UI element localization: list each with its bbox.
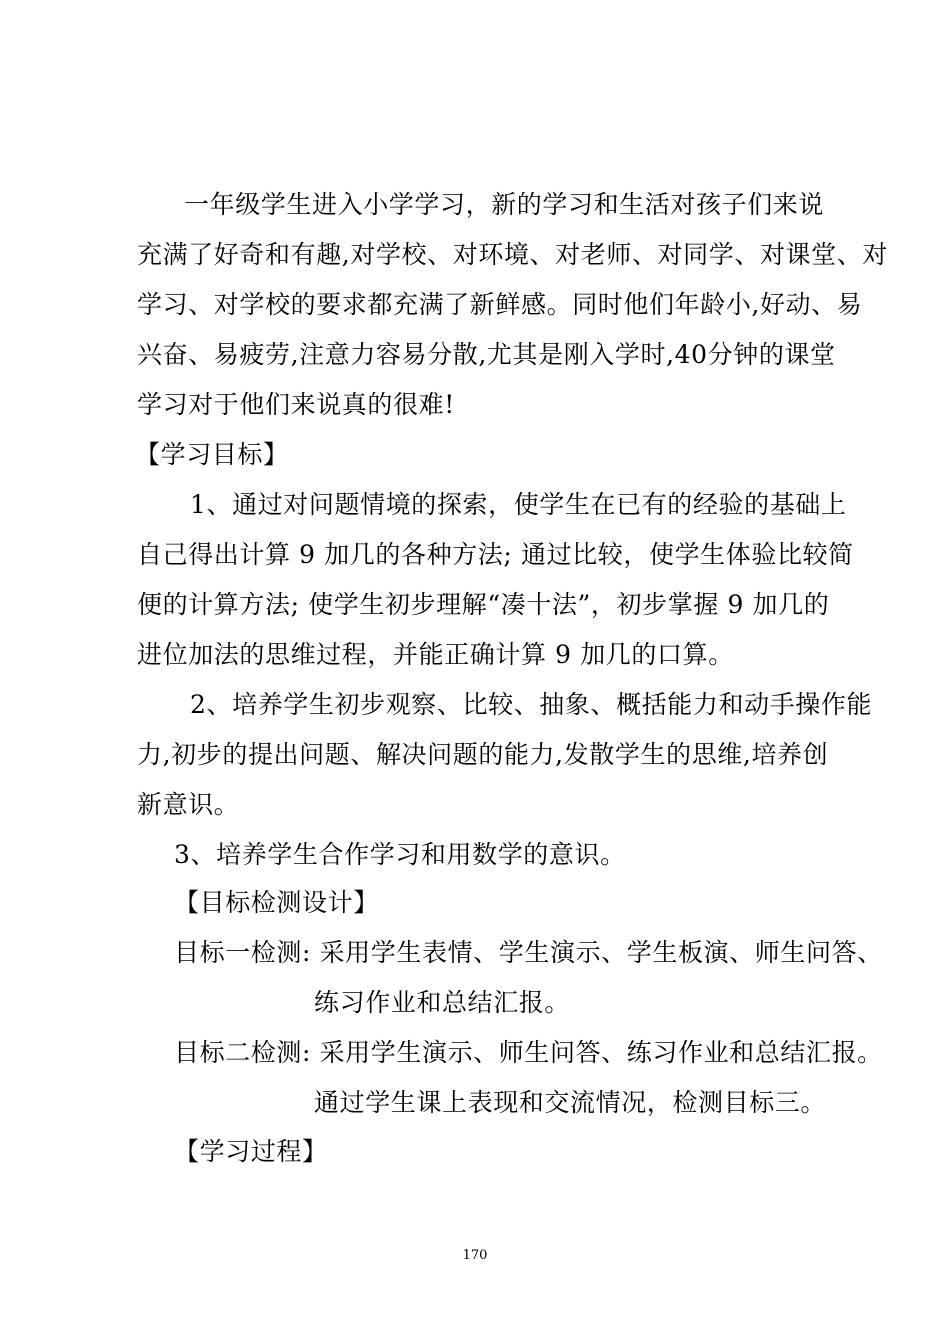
detection-line-4: 通过学生课上表现和交流情况，检测目标三。 [314, 1088, 827, 1117]
intro-line-1: 一年级学生进入小学学习，新的学习和生活对孩子们来说 [184, 190, 825, 219]
goal2-line-1: 2、培养学生初步观察、比较、抽象、概括能力和动手操作能 [190, 690, 873, 719]
detection-line-3: 目标二检测: 采用学生演示、师生问答、练习作业和总结汇报。 [174, 1038, 883, 1067]
goal2-line-2: 力,初步的提出问题、解决问题的能力,发散学生的思维,培养创 [137, 740, 829, 769]
heading-detection-design: 【目标检测设计】 [174, 888, 379, 917]
goal2-line-3: 新意识。 [137, 790, 240, 819]
intro-line-2: 充满了好奇和有趣,对学校、对环境、对老师、对同学、对课堂、对 [137, 240, 888, 269]
goal3-line: 3、培养学生合作学习和用数学的意识。 [174, 840, 626, 869]
intro-line-4: 兴奋、易疲劳,注意力容易分散,尤其是刚入学时,40分钟的课堂 [137, 340, 836, 369]
goal1-line-4: 进位加法的思维过程，并能正确计算 9 加几的口算。 [137, 640, 734, 669]
intro-line-3: 学习、对学校的要求都充满了新鲜感。同时他们年龄小,好动、易 [137, 290, 863, 319]
detection-line-2: 练习作业和总结汇报。 [314, 988, 571, 1017]
intro-line-5: 学习对于他们来说真的很难! [137, 390, 455, 419]
goal1-line-1: 1、通过对问题情境的探索，使学生在已有的经验的基础上 [190, 490, 847, 519]
goal1-line-3: 便的计算方法; 使学生初步理解“凑十法”，初步掌握 9 加几的 [137, 590, 830, 619]
heading-learning-process: 【学习过程】 [174, 1137, 328, 1166]
page-number: 170 [462, 1248, 488, 1263]
goal1-line-2: 自己得出计算 9 加几的各种方法; 通过比较，使学生体验比较简 [137, 540, 854, 569]
detection-line-1: 目标一检测: 采用学生表情、学生演示、学生板演、师生问答、 [174, 938, 883, 967]
heading-learning-goals: 【学习目标】 [135, 440, 289, 469]
